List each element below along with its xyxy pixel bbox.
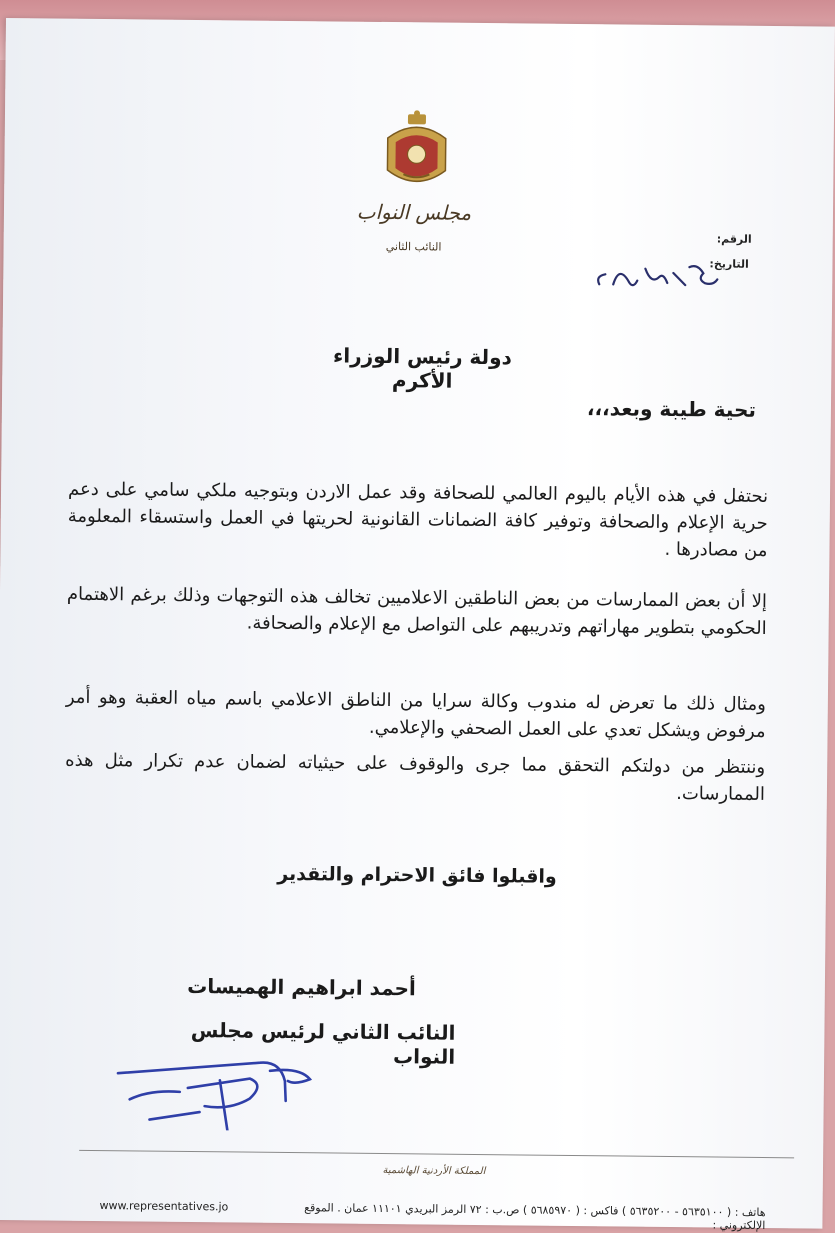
council-name-logo: مجلس النواب <box>356 199 472 225</box>
footer-contact-info: هاتف : ( ٥٦٣٥١٠٠ - ٥٦٣٥٢٠٠ ) فاكس : ( ٥٦٨٥٩٧٠ ) ص.ب : ٧٢ الرمز البريدي ١١١٠١ عمان . الموقع الإلكتروني : <box>304 1201 766 1233</box>
jordan-crest-icon <box>381 110 452 193</box>
closing-line: واقبلوا فائق الاحترام والتقدير <box>277 862 557 888</box>
footer-kingdom-logo: المملكة الأردنية الهاشمية <box>382 1165 486 1178</box>
handwritten-date <box>593 254 723 295</box>
paragraph-3: ومثال ذلك ما تعرض له مندوب وكالة سرايا من الناطق الاعلامي باسم مياه العقبة وهو أمر مرفوض ويشكل تعدي على العمل الصحفي والإعلامي. <box>65 686 766 742</box>
paragraph-2: إلا أن بعض الممارسات من بعض الناطقين الاعلاميين تخالف هذه التوجهات وذلك برغم الاهتمام الحكومي بتطوير مهاراتهم وتدريبهم على التواصل مع الإعلام والصحافة. <box>66 583 768 639</box>
date-label: التاريخ: <box>709 257 749 271</box>
letter-page <box>0 18 835 1233</box>
office-title: النائب الثاني <box>385 239 442 254</box>
addressee: دولة رئيس الوزراء الأكرم <box>332 343 512 393</box>
paragraph-1: نحتفل في هذه الأيام باليوم العالمي للصحافة وقد عمل الاردن وبتوجيه ملكي سامي على دعم حرية الإعلام والصحافة وتوفير كافة الضمانات القانونية لحريتها في العمل واستسقاء المعلومة من مصادرها . <box>67 478 769 562</box>
footer-divider <box>79 1150 794 1158</box>
reference-number-label: الرقم: <box>716 232 752 246</box>
footer-website-link[interactable]: www.representatives.jo <box>99 1199 229 1214</box>
signatory-title: النائب الثاني لرئيس مجلس النواب <box>190 1017 456 1069</box>
handwritten-signature <box>109 1039 340 1131</box>
greeting: تحية طيبة وبعد،،، <box>586 396 757 422</box>
paragraph-4: وننتظر من دولتكم التحقق مما جرى والوقوف على حيثياته لضمان عدم تكرار مثل هذه الممارسات. <box>65 749 766 805</box>
signatory-name: أحمد ابراهيم الهميسات <box>187 973 416 1001</box>
